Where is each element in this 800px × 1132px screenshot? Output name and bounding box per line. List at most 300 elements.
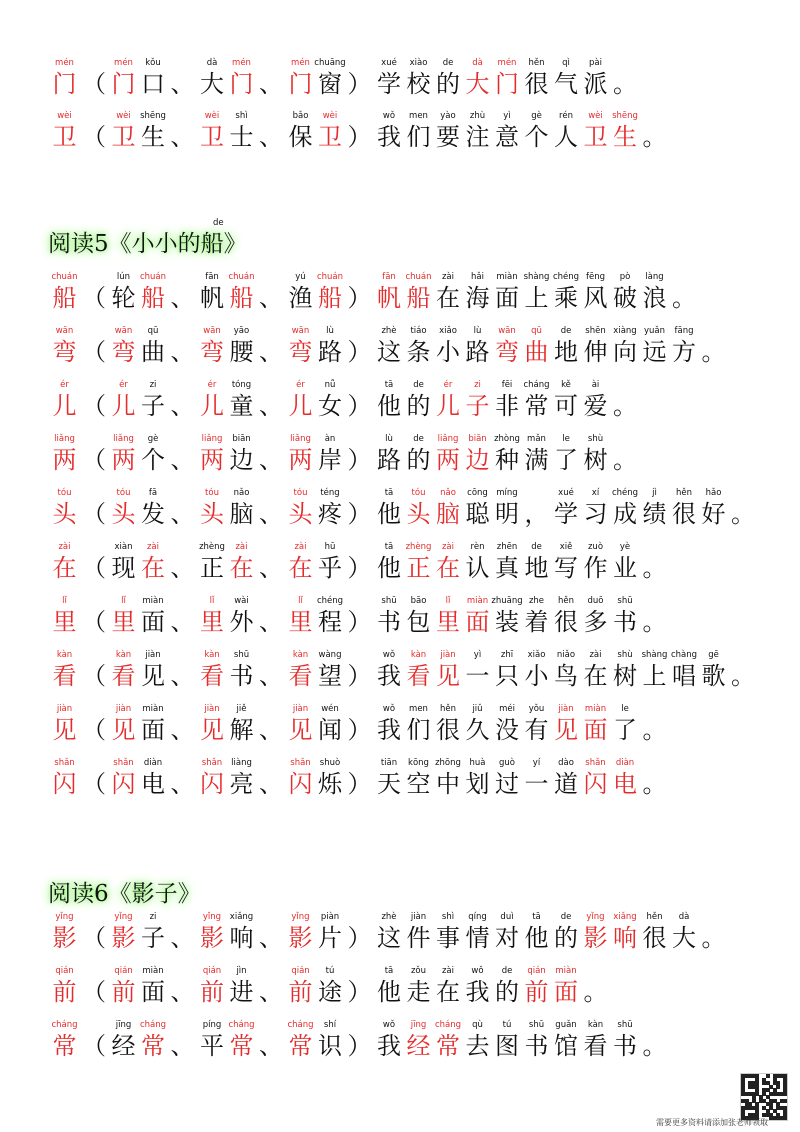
hanzi: 船 xyxy=(229,284,254,312)
hanzi: 、 xyxy=(259,608,283,636)
hanzi: 向 xyxy=(613,338,637,366)
char-cell xyxy=(611,380,640,434)
hanzi: 闪 xyxy=(583,770,608,798)
hanzi: 、 xyxy=(170,1032,195,1060)
pinyin: liǎng xyxy=(201,434,223,444)
pinyin: míng xyxy=(496,488,518,498)
pinyin: ài xyxy=(591,380,600,390)
hanzi: 风 xyxy=(583,284,608,312)
pinyin: ér xyxy=(296,380,305,390)
hanzi: 轮 xyxy=(111,284,136,312)
hanzi: 。 xyxy=(701,924,726,952)
hanzi: 门 xyxy=(229,70,254,98)
char-cell xyxy=(227,758,256,812)
pinyin: xiǎo xyxy=(439,326,457,336)
pinyin: zi xyxy=(149,380,157,390)
hanzi: 浪 xyxy=(642,284,667,312)
hanzi: ） xyxy=(347,1032,372,1060)
hanzi: 闪 xyxy=(52,770,77,798)
hanzi: 这 xyxy=(377,924,401,952)
pinyin: pò xyxy=(619,272,631,282)
hanzi: 亮 xyxy=(229,770,254,798)
hanzi: 。 xyxy=(731,500,755,528)
hanzi: （ xyxy=(82,978,106,1006)
char-cell xyxy=(50,380,79,434)
hanzi: 意 xyxy=(495,123,519,151)
hanzi: ） xyxy=(347,338,372,366)
pinyin: mén xyxy=(497,58,517,68)
vocab-line xyxy=(50,758,770,812)
hanzi: 面 xyxy=(554,978,578,1006)
pinyin: le xyxy=(621,704,629,714)
pinyin: chuán xyxy=(316,272,344,282)
pinyin: wèi xyxy=(322,111,338,121)
pinyin: tā xyxy=(384,380,394,390)
hanzi: 业 xyxy=(613,554,637,582)
char-cell xyxy=(50,758,79,812)
hanzi: 、 xyxy=(259,500,283,528)
hanzi: 卫 xyxy=(318,123,342,151)
hanzi: 影 xyxy=(200,924,224,952)
hanzi: 真 xyxy=(495,554,519,582)
pinyin: dà xyxy=(472,58,483,68)
hanzi: 卫 xyxy=(52,123,77,151)
pinyin: qián xyxy=(202,966,222,976)
hanzi: 面 xyxy=(141,608,165,636)
char-cell xyxy=(699,912,728,966)
pinyin: zài xyxy=(146,542,160,552)
pinyin: yāo xyxy=(233,326,250,336)
hanzi: 去 xyxy=(465,1032,490,1060)
hanzi: 儿 xyxy=(288,392,313,420)
hanzi: 很 xyxy=(524,70,549,98)
hanzi: 见 xyxy=(141,662,165,690)
pinyin: wān xyxy=(55,326,74,336)
pinyin: chuán xyxy=(139,272,167,282)
hanzi: 头 xyxy=(111,500,136,528)
hanzi: 的 xyxy=(554,924,578,952)
char-cell xyxy=(50,111,79,165)
hanzi: 。 xyxy=(642,554,667,582)
pinyin: dào xyxy=(558,758,574,768)
pinyin: méi xyxy=(499,704,515,714)
pinyin: guò xyxy=(499,758,515,768)
pinyin: liǎng xyxy=(54,434,75,444)
pinyin: duì xyxy=(500,912,514,922)
hanzi: 外 xyxy=(229,608,254,636)
hanzi: 见 xyxy=(200,716,224,744)
pinyin: tú xyxy=(325,966,335,976)
pinyin: miàn xyxy=(142,596,164,606)
char-cell xyxy=(670,272,699,326)
pinyin: zài xyxy=(235,542,248,552)
pinyin: dà xyxy=(206,58,218,68)
pinyin: àn xyxy=(324,434,336,444)
char-cell xyxy=(640,704,669,758)
hanzi: 闪 xyxy=(200,770,224,798)
hanzi: ） xyxy=(347,608,372,636)
hanzi: 图 xyxy=(495,1032,519,1060)
hanzi: ） xyxy=(347,284,372,312)
hanzi: 岸 xyxy=(318,446,342,474)
pinyin: de xyxy=(560,326,572,336)
char-cell xyxy=(227,650,256,704)
char-cell xyxy=(227,434,256,488)
hanzi: 空 xyxy=(406,770,431,798)
pinyin: miàn xyxy=(466,596,489,606)
pinyin: shì xyxy=(441,912,455,922)
char-cell xyxy=(699,488,728,542)
pinyin: ér xyxy=(443,380,453,390)
hanzi: 我 xyxy=(465,978,490,1006)
pinyin: yí xyxy=(532,758,541,768)
hanzi: ） xyxy=(347,500,372,528)
pinyin: tā xyxy=(384,542,394,552)
hanzi: 。 xyxy=(613,446,637,474)
pinyin: zhèng xyxy=(199,542,225,552)
pinyin: tóu xyxy=(116,488,131,498)
pinyin: zǒu xyxy=(410,966,427,976)
pinyin: kě xyxy=(561,380,571,390)
pinyin: le xyxy=(562,434,570,444)
pinyin: jiàn xyxy=(56,704,73,714)
hanzi: ， xyxy=(524,500,549,528)
pinyin: tiān xyxy=(380,758,398,768)
pinyin: wèi xyxy=(116,111,131,121)
pinyin: chàng xyxy=(670,650,698,660)
pinyin: de xyxy=(413,434,424,444)
hanzi: 电 xyxy=(141,770,165,798)
hanzi: 看 xyxy=(200,662,224,690)
hanzi: 了 xyxy=(554,446,578,474)
hanzi: 作 xyxy=(583,554,608,582)
hanzi: 、 xyxy=(259,446,283,474)
pinyin: zài xyxy=(58,542,71,552)
pinyin: shēn xyxy=(585,326,606,336)
hanzi: 个 xyxy=(524,123,549,151)
hanzi: 没 xyxy=(495,716,519,744)
hanzi: 书 xyxy=(613,608,637,636)
hanzi: 看 xyxy=(288,662,313,690)
hanzi: 这 xyxy=(377,338,401,366)
hanzi: 路 xyxy=(318,338,342,366)
hanzi: 电 xyxy=(613,770,637,798)
pinyin: nǚ xyxy=(324,380,336,390)
pinyin: shuò xyxy=(319,758,341,768)
vocab-line xyxy=(50,966,770,1020)
hanzi: 卫 xyxy=(111,123,136,151)
pinyin: cháng xyxy=(51,1020,78,1030)
pinyin: fāng xyxy=(674,326,694,336)
hanzi: 片 xyxy=(318,924,342,952)
pinyin: tā xyxy=(384,966,394,976)
pinyin: shēng xyxy=(140,111,166,121)
pinyin: yǒu xyxy=(528,704,545,714)
hanzi: 情 xyxy=(465,924,490,952)
hanzi: 保 xyxy=(288,123,313,151)
pinyin: shì xyxy=(235,111,248,121)
hanzi: 书 xyxy=(229,662,254,690)
pinyin: men xyxy=(409,704,428,714)
hanzi: 卫 xyxy=(200,123,224,151)
char-cell xyxy=(611,111,640,165)
pinyin: tiáo xyxy=(410,326,427,336)
pinyin: guǎn xyxy=(555,1020,577,1030)
hanzi: 一 xyxy=(524,770,549,798)
hanzi: 写 xyxy=(554,554,578,582)
hanzi: 里 xyxy=(200,608,224,636)
vocab-line xyxy=(50,1020,770,1074)
pinyin: yǐng xyxy=(202,912,222,922)
pinyin: shǎn xyxy=(113,758,134,768)
hanzi: 学 xyxy=(554,500,578,528)
hanzi: 我 xyxy=(377,123,401,151)
pinyin: qián xyxy=(114,966,133,976)
char-cell xyxy=(50,488,79,542)
hanzi: 前 xyxy=(111,978,136,1006)
pinyin: huà xyxy=(469,758,486,768)
hanzi: 、 xyxy=(259,924,283,952)
hanzi: 正 xyxy=(200,554,224,582)
pinyin: de xyxy=(442,58,454,68)
char-cell xyxy=(139,434,168,488)
pinyin: wǒ xyxy=(382,650,396,660)
hanzi: 。 xyxy=(672,284,696,312)
char-cell xyxy=(611,434,640,488)
char-cell xyxy=(227,111,256,165)
char-cell xyxy=(611,58,640,112)
hanzi: 、 xyxy=(170,123,195,151)
hanzi: （ xyxy=(82,716,106,744)
hanzi: 影 xyxy=(583,924,608,952)
hanzi: 海 xyxy=(465,284,490,312)
char-cell xyxy=(139,704,168,758)
char-cell xyxy=(227,326,256,380)
hanzi: 常 xyxy=(524,392,549,420)
pinyin: yǐng xyxy=(55,912,74,922)
char-cell xyxy=(640,111,669,165)
hanzi: 面 xyxy=(141,978,165,1006)
hanzi: 、 xyxy=(259,716,283,744)
pinyin: xiào xyxy=(409,58,428,68)
pinyin: gè xyxy=(531,111,542,121)
vocab-line xyxy=(50,434,770,488)
pinyin: niǎo xyxy=(556,650,576,660)
pinyin: xiǎo xyxy=(527,650,546,660)
hanzi: 鸟 xyxy=(554,662,578,690)
char-cell xyxy=(139,912,168,966)
hanzi: 很 xyxy=(554,608,578,636)
hanzi: 路 xyxy=(465,338,490,366)
hanzi: 前 xyxy=(200,978,224,1006)
hanzi: 的 xyxy=(495,978,519,1006)
hanzi: 看 xyxy=(52,662,77,690)
pinyin: lǐ xyxy=(445,596,451,606)
pinyin: yú xyxy=(295,272,306,282)
pinyin: qì xyxy=(562,58,570,68)
pinyin: liàng xyxy=(231,758,252,768)
footer-note: 需要更多资料请添加张老师领取 xyxy=(656,1118,768,1127)
hanzi: 帆 xyxy=(377,284,401,312)
hanzi: 船 xyxy=(406,284,431,312)
char-cell xyxy=(316,966,345,1020)
pinyin: zài xyxy=(441,272,455,282)
pinyin: fēng xyxy=(585,272,605,282)
hanzi: 书 xyxy=(613,1032,637,1060)
char-cell xyxy=(50,704,79,758)
hanzi: 远 xyxy=(642,338,667,366)
pinyin: dà xyxy=(678,912,690,922)
hanzi: 包 xyxy=(406,608,431,636)
hanzi: 可 xyxy=(554,392,578,420)
hanzi: 解 xyxy=(229,716,254,744)
hanzi: 响 xyxy=(613,924,637,952)
char-cell xyxy=(640,758,669,812)
char-cell xyxy=(699,326,728,380)
char-cell xyxy=(640,272,669,326)
hanzi: 看 xyxy=(406,662,431,690)
vocab-line xyxy=(50,272,770,326)
pinyin: miàn xyxy=(584,704,607,714)
vocab-line xyxy=(50,380,770,434)
pinyin: zhe xyxy=(528,596,545,606)
section-title-text: 阅读6《影子》 xyxy=(48,881,201,907)
hanzi: 在 xyxy=(436,978,460,1006)
hanzi: 我 xyxy=(377,716,401,744)
hanzi: 只 xyxy=(495,662,519,690)
hanzi: 中 xyxy=(436,770,460,798)
pinyin: zhī xyxy=(500,650,514,660)
hanzi: 常 xyxy=(52,1032,77,1060)
hanzi: 。 xyxy=(642,608,667,636)
pinyin: jiàn xyxy=(410,912,427,922)
char-cell xyxy=(581,966,610,1020)
hanzi: 识 xyxy=(318,1032,342,1060)
pinyin: diàn xyxy=(615,758,635,768)
char-cell xyxy=(50,966,79,1020)
pinyin: yǐng xyxy=(291,912,310,922)
hanzi: 。 xyxy=(613,392,637,420)
hanzi: 、 xyxy=(170,662,195,690)
pinyin: miàn xyxy=(142,704,164,714)
hanzi: 、 xyxy=(259,284,283,312)
hanzi: 看 xyxy=(111,662,136,690)
pinyin: xí xyxy=(591,488,600,498)
hanzi: 头 xyxy=(200,500,224,528)
hanzi: 两 xyxy=(111,446,136,474)
hanzi: 头 xyxy=(288,500,313,528)
hanzi: 前 xyxy=(52,978,77,1006)
hanzi: 个 xyxy=(141,446,165,474)
char-cell xyxy=(50,58,79,112)
hanzi: ） xyxy=(347,446,372,474)
pinyin: chéng xyxy=(611,488,639,498)
pinyin: shǎn xyxy=(290,758,311,768)
hanzi: 气 xyxy=(554,70,578,98)
hanzi: 、 xyxy=(170,284,195,312)
pinyin: bāo xyxy=(410,596,427,606)
hanzi: 人 xyxy=(554,123,578,151)
hanzi: 、 xyxy=(170,770,195,798)
pinyin: chuán xyxy=(228,272,255,282)
pinyin: shū xyxy=(528,1020,545,1030)
pinyin: ér xyxy=(119,380,128,390)
pinyin: zhè xyxy=(381,326,397,336)
pinyin: lǐ xyxy=(298,596,303,606)
pinyin: wān xyxy=(114,326,133,336)
hanzi: 士 xyxy=(229,123,254,151)
pinyin: wàng xyxy=(318,650,342,660)
hanzi: 影 xyxy=(288,924,313,952)
char-cell xyxy=(139,272,168,326)
hanzi: 前 xyxy=(288,978,313,1006)
pinyin: lù xyxy=(385,434,393,444)
pinyin: fān xyxy=(205,272,219,282)
hanzi: 、 xyxy=(170,554,195,582)
pinyin: mén xyxy=(291,58,310,68)
hanzi: 闪 xyxy=(111,770,136,798)
hanzi: 响 xyxy=(229,924,254,952)
hanzi: 我 xyxy=(377,662,401,690)
pinyin: fā xyxy=(148,488,158,498)
pinyin: yè xyxy=(619,542,631,552)
hanzi: （ xyxy=(82,770,106,798)
pinyin: fēi xyxy=(501,380,513,390)
char-cell xyxy=(729,650,758,704)
pinyin: jiàn xyxy=(115,704,132,714)
hanzi: 头 xyxy=(406,500,431,528)
pinyin: qù xyxy=(472,1020,483,1030)
pinyin: shàng xyxy=(523,272,550,282)
hanzi: ） xyxy=(347,770,372,798)
char-cell xyxy=(50,434,79,488)
pinyin: biān xyxy=(468,434,487,444)
hanzi: 上 xyxy=(524,284,549,312)
hanzi: 途 xyxy=(318,978,342,1006)
char-cell xyxy=(227,272,256,326)
pinyin: zhèng xyxy=(405,542,432,552)
pinyin: cháng xyxy=(139,1020,167,1030)
pinyin: shū xyxy=(233,650,250,660)
pinyin: hěn xyxy=(646,912,663,922)
hanzi: （ xyxy=(82,338,106,366)
pinyin: jiàn xyxy=(292,704,309,714)
pinyin: xiě xyxy=(559,542,573,552)
hanzi: 两 xyxy=(436,446,460,474)
hanzi: 、 xyxy=(259,392,283,420)
pinyin: chéng xyxy=(552,272,580,282)
hanzi: 在 xyxy=(229,554,254,582)
char-cell xyxy=(139,650,168,704)
pinyin: cháng xyxy=(523,380,550,390)
pinyin: jiàn xyxy=(558,704,574,714)
hanzi: 烁 xyxy=(318,770,342,798)
pinyin: duō xyxy=(587,596,604,606)
pinyin: jì xyxy=(652,488,657,498)
pinyin: yǐng xyxy=(586,912,605,922)
pinyin: hěn xyxy=(675,488,692,498)
hanzi: 、 xyxy=(259,554,283,582)
hanzi: 他 xyxy=(377,978,401,1006)
hanzi: 。 xyxy=(731,662,755,690)
hanzi: 的 xyxy=(436,70,460,98)
char-cell xyxy=(581,434,610,488)
hanzi: 大 xyxy=(672,924,696,952)
char-cell xyxy=(227,912,256,966)
pinyin: kàn xyxy=(115,650,132,660)
hanzi: 、 xyxy=(170,608,195,636)
section-title xyxy=(48,218,448,266)
